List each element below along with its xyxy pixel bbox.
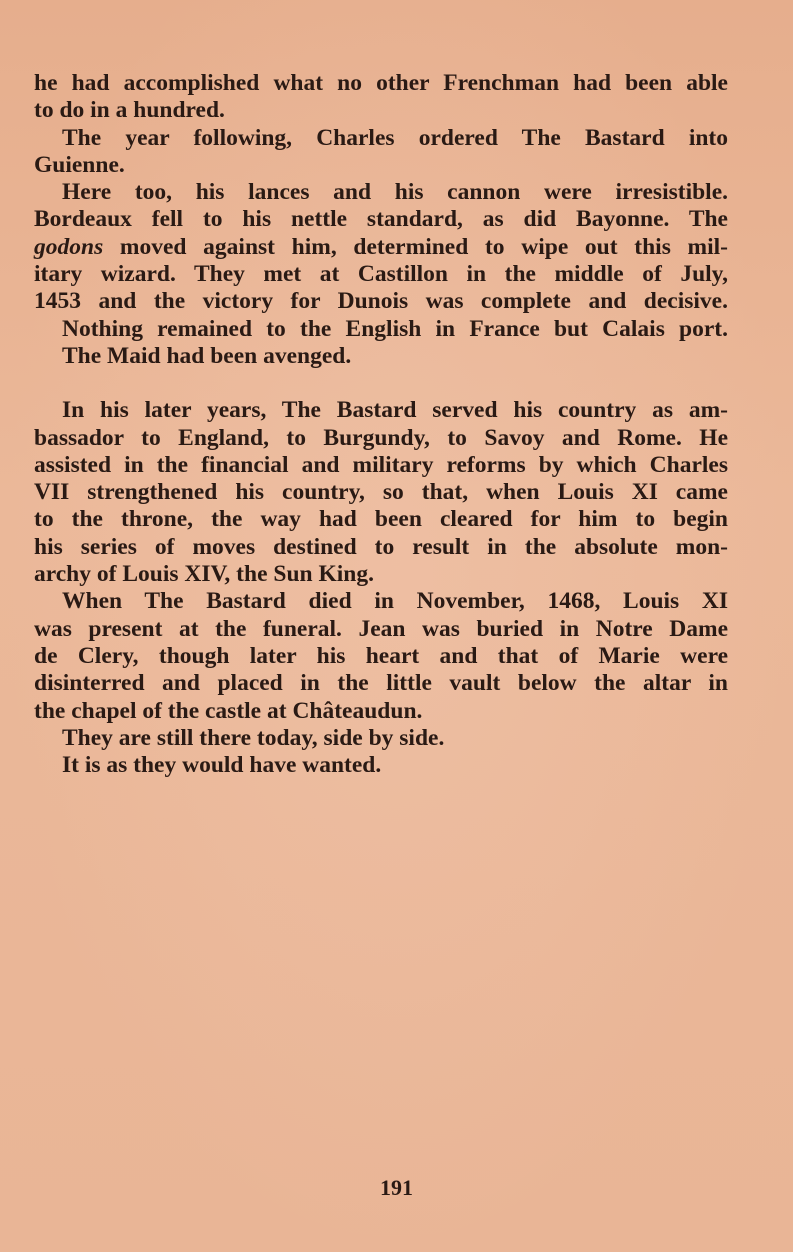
line-text: the chapel of the castle at Châteaudun. — [34, 697, 423, 724]
text-line — [34, 725, 728, 752]
text-line — [34, 588, 728, 615]
text-line — [34, 534, 728, 561]
line-text: Here too, his lances and his cannon were irresistible. — [62, 179, 728, 206]
paragraph-gap — [34, 370, 728, 397]
line-text: In his later years, The Bastard served his country as am- — [62, 397, 728, 424]
text-line — [34, 125, 728, 152]
body-text — [34, 70, 728, 779]
text-line — [34, 343, 728, 370]
line-text: de Clery, though later his heart and that of Marie were — [34, 642, 728, 669]
text-line — [34, 70, 728, 97]
line-text: to the throne, the way had been cleared for him to begin — [34, 506, 728, 533]
page-number: 191 — [380, 1175, 413, 1200]
line-text: When The Bastard died in November, 1468, Louis XI — [62, 588, 728, 615]
line-text: Bordeaux fell to his nettle standard, as did Bayonne. The — [34, 206, 728, 233]
text-line — [34, 616, 728, 643]
line-text: his series of moves destined to result in the absolute mon- — [34, 533, 728, 560]
line-text: 1453 and the victory for Dunois was complete and decisive. — [34, 288, 728, 315]
line-text: VII strengthened his country, so that, when Louis XI came — [34, 479, 728, 506]
text-line — [34, 97, 728, 124]
line-text: The Maid had been avenged. — [62, 342, 352, 369]
text-line — [34, 425, 728, 452]
text-line — [34, 206, 728, 233]
line-text: Guienne. — [34, 151, 125, 178]
text-line — [34, 316, 728, 343]
text-line — [34, 179, 728, 206]
text-line — [34, 288, 728, 315]
line-text: bassador to England, to Burgundy, to Savoy and Rome. He — [34, 424, 728, 451]
line-text: It is as they would have wanted. — [62, 752, 382, 779]
page-body — [34, 70, 728, 779]
text-line — [34, 261, 728, 288]
line-text: he had accomplished what no other Frenchman had been able — [34, 70, 728, 96]
line-text: assisted in the financial and military reforms by which Charles — [34, 451, 728, 478]
line-text: to do in a hundred. — [34, 97, 225, 124]
line-text: They are still there today, side by side. — [62, 724, 445, 751]
italic-word: godons — [34, 233, 104, 260]
text-line — [34, 561, 728, 588]
line-text: itary wizard. They met at Castillon in the middle of July, — [34, 261, 728, 288]
text-line — [34, 506, 728, 533]
line-text: The year following, Charles ordered The Bastard into — [62, 124, 728, 151]
text-line — [34, 479, 728, 506]
text-line — [34, 752, 728, 779]
line-text: was present at the funeral. Jean was buried in Notre Dame — [34, 615, 728, 642]
text-line — [34, 643, 728, 670]
text-line — [34, 452, 728, 479]
line-text: disinterred and placed in the little vault below the altar in — [34, 670, 728, 697]
text-line — [34, 234, 728, 261]
text-line — [34, 397, 728, 424]
text-line — [34, 152, 728, 179]
line-text: archy of Louis XIV, the Sun King. — [34, 561, 374, 588]
text-line — [34, 670, 728, 697]
line-text: Nothing remained to the English in France but Calais port. — [62, 315, 728, 342]
text-line — [34, 698, 728, 725]
line-text: moved against him, determined to wipe out this mil- — [103, 233, 728, 260]
